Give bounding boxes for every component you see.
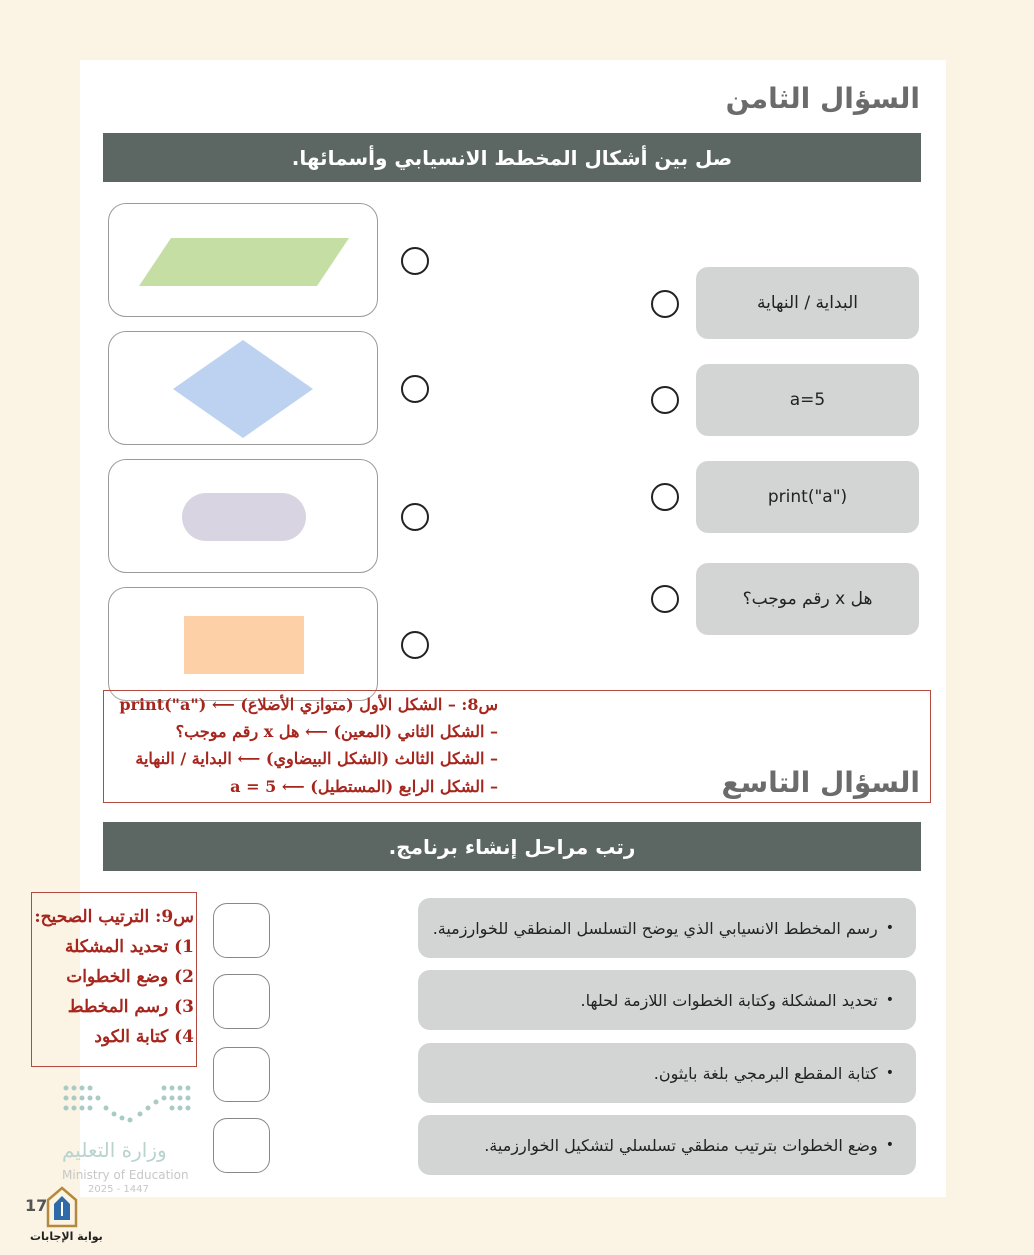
bullet-icon: •: [885, 992, 894, 1008]
step-text-2: تحديد المشكلة وكتابة الخطوات اللازمة لحلها.: [580, 990, 878, 1010]
shape-1-connector-circle[interactable]: [401, 247, 429, 275]
portal-name: بوابة الإجابات: [30, 1230, 103, 1243]
question-9-instruction: رتب مراحل إنشاء برنامج.: [103, 822, 921, 871]
answer-9-item-2: 2) وضع الخطوات: [66, 967, 194, 987]
diamond-shape-icon: [109, 332, 379, 446]
step-card-2: [418, 970, 916, 1030]
shape-card-rectangle: [108, 587, 378, 701]
ministry-dots-icon: [60, 1080, 200, 1136]
answer-8-line-2: – الشكل الثاني (المعين) ⟵ هل x رقم موجب؟: [175, 722, 498, 741]
name-card-start-end: البداية / النهاية: [696, 267, 919, 339]
bullet-icon: •: [885, 1065, 894, 1081]
order-input-2[interactable]: [213, 974, 270, 1029]
order-input-1[interactable]: [213, 903, 270, 958]
bullet-icon: •: [885, 1137, 894, 1153]
ministry-year: 2025 - 1447: [88, 1184, 149, 1195]
answer-9-item-1: 1) تحديد المشكلة: [64, 937, 194, 957]
page-number: 17: [25, 1196, 48, 1215]
answer-9-item-3: 3) رسم المخطط: [67, 997, 194, 1017]
question-9-title: السؤال التاسع: [721, 766, 920, 799]
answer-8-line-3: – الشكل الثالث (الشكل البيضاوي) ⟵ البداية / النهاية: [135, 749, 498, 768]
name-card-condition: هل x رقم موجب؟: [696, 563, 919, 635]
step-text-1: رسم المخطط الانسيابي الذي يوضح التسلسل المنطقي للخوارزمية.: [432, 918, 878, 938]
question-8-title: السؤال الثامن: [725, 82, 920, 115]
order-input-3[interactable]: [213, 1047, 270, 1102]
answer-9-overlay: [31, 892, 197, 1067]
answer-8-line-1: س8: – الشكل الأول (متوازي الأضلاع) ⟵ print("a"): [119, 695, 498, 714]
answer-9-header: س9: الترتيب الصحيح:: [34, 907, 194, 927]
oval-shape-icon: [109, 460, 379, 574]
order-input-4[interactable]: [213, 1118, 270, 1173]
shape-3-connector-circle[interactable]: [401, 503, 429, 531]
answer-8-line-4: – الشكل الرابع (المستطيل) ⟵ a = 5: [230, 777, 498, 796]
shape-2-connector-circle[interactable]: [401, 375, 429, 403]
ministry-name-en: Ministry of Education: [62, 1168, 189, 1182]
bullet-icon: •: [885, 920, 894, 936]
step-text-4: وضع الخطوات بترتيب منطقي تسلسلي لتشكيل الخوارزمية.: [484, 1135, 878, 1155]
step-text-3: كتابة المقطع البرمجي بلغة بايثون.: [653, 1063, 878, 1083]
shape-card-diamond: [108, 331, 378, 445]
name-card-assignment: a=5: [696, 364, 919, 436]
parallelogram-shape-icon: [109, 204, 379, 318]
shape-card-parallelogram: [108, 203, 378, 317]
answer-9-item-4: 4) كتابة الكود: [94, 1027, 194, 1047]
name-4-connector-circle[interactable]: [651, 585, 679, 613]
step-card-1: [418, 898, 916, 958]
shape-4-connector-circle[interactable]: [401, 631, 429, 659]
step-card-4: [418, 1115, 916, 1175]
ministry-logo: [60, 1080, 200, 1195]
name-2-connector-circle[interactable]: [651, 386, 679, 414]
portal-logo-icon: [44, 1186, 80, 1228]
name-1-connector-circle[interactable]: [651, 290, 679, 318]
ministry-name-ar: وزارة التعليم: [62, 1138, 167, 1162]
rectangle-shape-icon: [109, 588, 379, 702]
question-8-instruction: صل بين أشكال المخطط الانسيابي وأسمائها.: [103, 133, 921, 182]
step-card-3: [418, 1043, 916, 1103]
name-card-print: print("a"): [696, 461, 919, 533]
name-3-connector-circle[interactable]: [651, 483, 679, 511]
shape-card-oval: [108, 459, 378, 573]
